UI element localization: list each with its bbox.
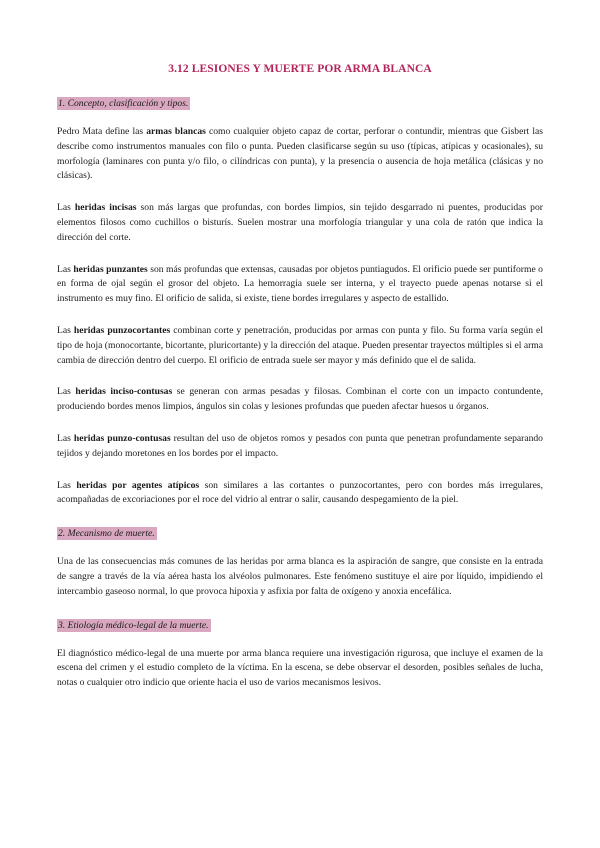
paragraph-heridas-punzo-contusas: Las heridas punzo-contusas resultan del uso de objetos romos y pesados con punta que penetran profundamente separando tejidos y dejando moretones en los bordes por el impacto. [57,432,543,459]
term-heridas-punzo-contusas: heridas punzo-contusas [73,432,171,444]
term-heridas-punzocortantes: heridas punzocortantes [73,324,171,336]
page-title: 3.12 LESIONES Y MUERTE POR ARMA BLANCA [168,63,432,75]
paragraph-heridas-punzantes: Las heridas punzantes son más profundas que extensas, causadas por objetos puntiagudos. El orificio puede ser puntiforme o en forma de ojal según el grosor del objeto. La hemorragia suele ser interna, y el trayecto puede apenas notarse si el instrumento es muy fino. El orificio de salida, si existe, tiene bordes irregulares y aspecto de estallido. [57,263,543,305]
term-heridas-inciso-contusas: heridas inciso-contusas [75,386,173,398]
paragraph-heridas-inciso-contusas: Las heridas inciso-contusas se generan con armas pesadas y filosas. Combinan el corte con un impacto contundente, produciendo bordes menos limpios, ángulos sin colas y lesiones profundas que pueden afectar huesos u órganos. [57,386,543,413]
paragraph-armas-blancas: Pedro Mata define las armas blancas como cualquier objeto capaz de cortar, perforar o contundir, mientras que Gisbert las describe como instrumentos manuales con filo o punta. Pueden clasificarse según su uso (típicas, atípicas y ocasionales), su morfología (laminares con punta y/o filo, o cilíndricas con punta), y la presencia o ausencia de hoja metálica (clásicas y no clásicas). [57,126,543,182]
term-heridas-punzantes: heridas punzantes [73,263,148,275]
paragraph-heridas-incisas: Las heridas incisas son más largas que profundas, con bordes limpios, sin tejido desgarrado ni puentes, producidas por elementos filosos como cuchillos o bisturís. Suelen mostrar una morfología triangular y una cola de ratón que indica la dirección del corte. [57,202,543,243]
paragraph-etiologia: El diagnóstico médico-legal de una muerte por arma blanca requiere una investigación rigurosa, que incluye el examen de la escena del crimen y el estudio completo de la víctima. En la escena, se debe observar el desorden, posibles señales de lucha, notas o cualquier otro indicio que oriente hacia el uso de varios mecanismos lesivos. [57,647,543,689]
section-mecanismo [57,525,543,540]
paragraph-heridas-punzocortantes: Las heridas punzocortantes combinan corte y penetración, producidas por armas con punta y filo. Su forma varía según el tipo de hoja (monocortante, bicortante, pluricortante) y la dirección del ataque. Pueden presentar trayectos múltiples si el arma cambia de dirección dentro del cuerpo. El orificio de entrada suele ser mayor y más definido que el de salida. [57,324,543,366]
section-concepto [57,95,543,110]
term-heridas-agentes-atipicos: heridas por agentes atípicos [76,479,200,491]
term-armas-blancas: armas blancas [146,126,206,137]
section-etiologia [57,617,543,632]
paragraph-mecanismo: Una de las consecuencias más comunes de las heridas por arma blanca es la aspiración de sangre, que consiste en la entrada de sangre a través de la vía aérea hasta los alvéolos pulmonares. Este fenómeno sustituye el aire por líquido, impidiendo el intercambio gaseoso normal, lo que provoca hipoxia y asfixia por falta de oxígeno y anoxia encefálica. [57,556,543,597]
paragraph-heridas-agentes-atipicos: Las heridas por agentes atípicos son similares a las cortantes o punzocortantes, pero con bordes más irregulares, acompañadas de excoriaciones por el roce del vidrio al entrar o salir, causando despegamiento de la piel. [57,479,543,506]
section-heading-mecanismo: 2. Mecanismo de muerte. [58,528,155,540]
section-heading-etiologia: 3. Etiología médico-legal de la muerte. [58,619,209,631]
term-heridas-incisas: heridas incisas [74,202,137,214]
section-heading-concepto: 1. Concepto, clasificación y tipos. [58,98,189,109]
document-page [57,62,543,708]
